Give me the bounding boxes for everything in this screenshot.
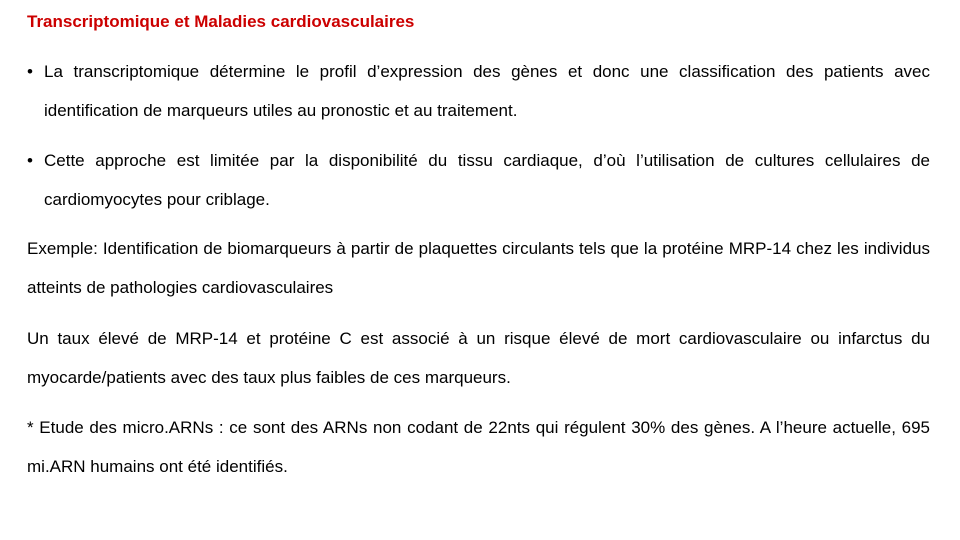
paragraph-taux-eleve: Un taux élevé de MRP-14 et protéine C est associé à un risque élevé de mort cardiovasculaire ou infarctus du myocarde/patients avec des taux plus faibles de ces marqueurs. bbox=[27, 329, 930, 387]
bullet-icon: • bbox=[27, 151, 33, 170]
bullet-text: La transcriptomique détermine le profil d’expression des gènes et donc une classification des patients avec identification de marqueurs utiles au pronostic et au traitement. bbox=[44, 62, 930, 120]
bullet-item-approche bbox=[27, 141, 930, 219]
paragraph-micro-arns: * Etude des micro.ARNs : ce sont des ARNs non codant de 22nts qui régulent 30% des gènes. A l’heure actuelle, 695 mi.ARN humains ont été identifiés. bbox=[27, 418, 930, 476]
bullet-icon: • bbox=[27, 62, 33, 81]
paragraph-exemple: Exemple: Identification de biomarqueurs à partir de plaquettes circulants tels que la protéine MRP-14 chez les individus atteints de pathologies cardiovasculaires bbox=[27, 239, 930, 297]
bullet-item-transcriptomique bbox=[27, 52, 930, 130]
slide-title: Transcriptomique et Maladies cardiovasculaires bbox=[27, 12, 415, 31]
bullet-text: Cette approche est limitée par la disponibilité du tissu cardiaque, d’où l’utilisation de cultures cellulaires de cardiomyocytes pour criblage. bbox=[44, 151, 930, 209]
